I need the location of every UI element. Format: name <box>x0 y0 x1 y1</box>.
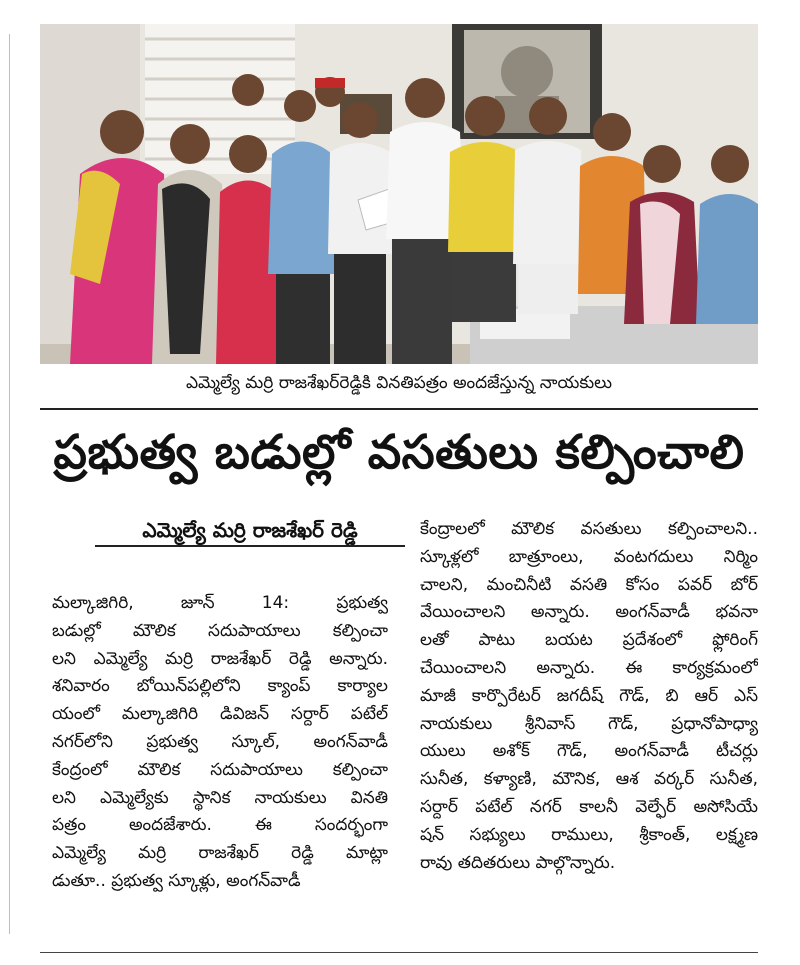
article-line: లని ఎమ్మెల్యేకు స్థానిక నాయకులు వినతి <box>52 787 388 808</box>
article-line: లతో పాటు బయట ప్రదేశంలో ఫ్లోరింగ్ <box>420 630 758 651</box>
photo-caption: ఎమ్మెల్యే మర్రి రాజశేఖర్‌రెడ్డికి వినతిపత్రం అందజేస్తున్న నాయకులు <box>185 373 613 393</box>
article-line: స్కూళ్లలో బాత్రూంలు, వంటగదులు నిర్మిం <box>420 546 758 567</box>
news-photo <box>40 24 758 364</box>
article-line: సునీత, కళ్యాణి, మౌనిక, ఆశ వర్కర్ సునీత, <box>420 769 758 790</box>
article-line: లని ఎమ్మెల్యే మర్రి రాజశేఖర్ రెడ్డి అన్నారు. <box>52 648 388 669</box>
article-line: శనివారం బోయిన్‌పల్లిలోని క్యాంప్ కార్యాల <box>52 676 388 697</box>
article-line: కేంద్రంలో మౌలిక సదుపాయాలు కల్పించా <box>52 759 388 780</box>
article-line: చాలని, మంచినీటి వసతి కోసం పవర్ బోర్ <box>420 574 758 595</box>
article-line: డుతూ.. ప్రభుత్వ స్కూళ్లు, అంగన్‌వాడీ <box>52 870 301 891</box>
article-line: యంలో మల్కాజిగిరి డివిజన్ సర్దార్ పటేల్ <box>52 704 388 725</box>
article-line: కేంద్రాలలో మౌలిక వసతులు కల్పించాలని.. <box>420 519 758 539</box>
bottom-divider <box>40 952 758 953</box>
article-line: మల్కాజిగిరి, జూన్ 14: ప్రభుత్వ <box>52 593 388 613</box>
article-line: బడుల్లో మౌలిక సదుపాయాలు కల్పించా <box>52 620 388 641</box>
article-line: షన్ సభ్యులు రాములు, శ్రీకాంత్, లక్ష్మణ <box>420 824 758 845</box>
article-line: యులు అశోక్ గౌడ్, అంగన్‌వాడీ టీచర్లు <box>420 741 758 762</box>
news-photo-illustration <box>40 24 758 364</box>
article-column-left <box>52 590 388 896</box>
article-line: నాయకులు శ్రీనివాస్ గౌడ్, ప్రధానోపాధ్యా <box>420 713 758 734</box>
article-line: పత్రం అందజేశారు. ఈ సందర్భంగా <box>52 815 388 836</box>
headline: ప్రభుత్వ బడుల్లో వసతులు కల్పించాలి <box>53 425 745 480</box>
article-column-right <box>420 516 758 877</box>
byline: ఎమ్మెల్యే మర్రి రాజశేఖర్ రెడ్డి <box>95 515 405 547</box>
article-line: సర్దార్ పటేల్ నగర్ కాలనీ వెల్ఫేర్ అసోసియే <box>420 796 758 817</box>
article-line: మాజీ కార్పొరేటర్ జగదీష్ గౌడ్, బి ఆర్ ఎస్ <box>420 685 758 706</box>
article-line: రావు తదితరులు పాల్గొన్నారు. <box>420 852 616 873</box>
article-line: నగర్‌లోని ప్రభుత్వ స్కూల్, అంగన్‌వాడీ <box>52 731 388 752</box>
article-line: వేయించాలని అన్నారు. అంగన్‌వాడీ భవనా <box>420 602 758 623</box>
article-line: ఎమ్మెల్యే మర్రి రాజశేఖర్ రెడ్డి మాట్లా <box>52 843 388 864</box>
column-divider <box>9 34 10 934</box>
caption-divider <box>40 408 758 410</box>
article-line: చేయించాలని అన్నారు. ఈ కార్యక్రమంలో <box>420 657 758 678</box>
